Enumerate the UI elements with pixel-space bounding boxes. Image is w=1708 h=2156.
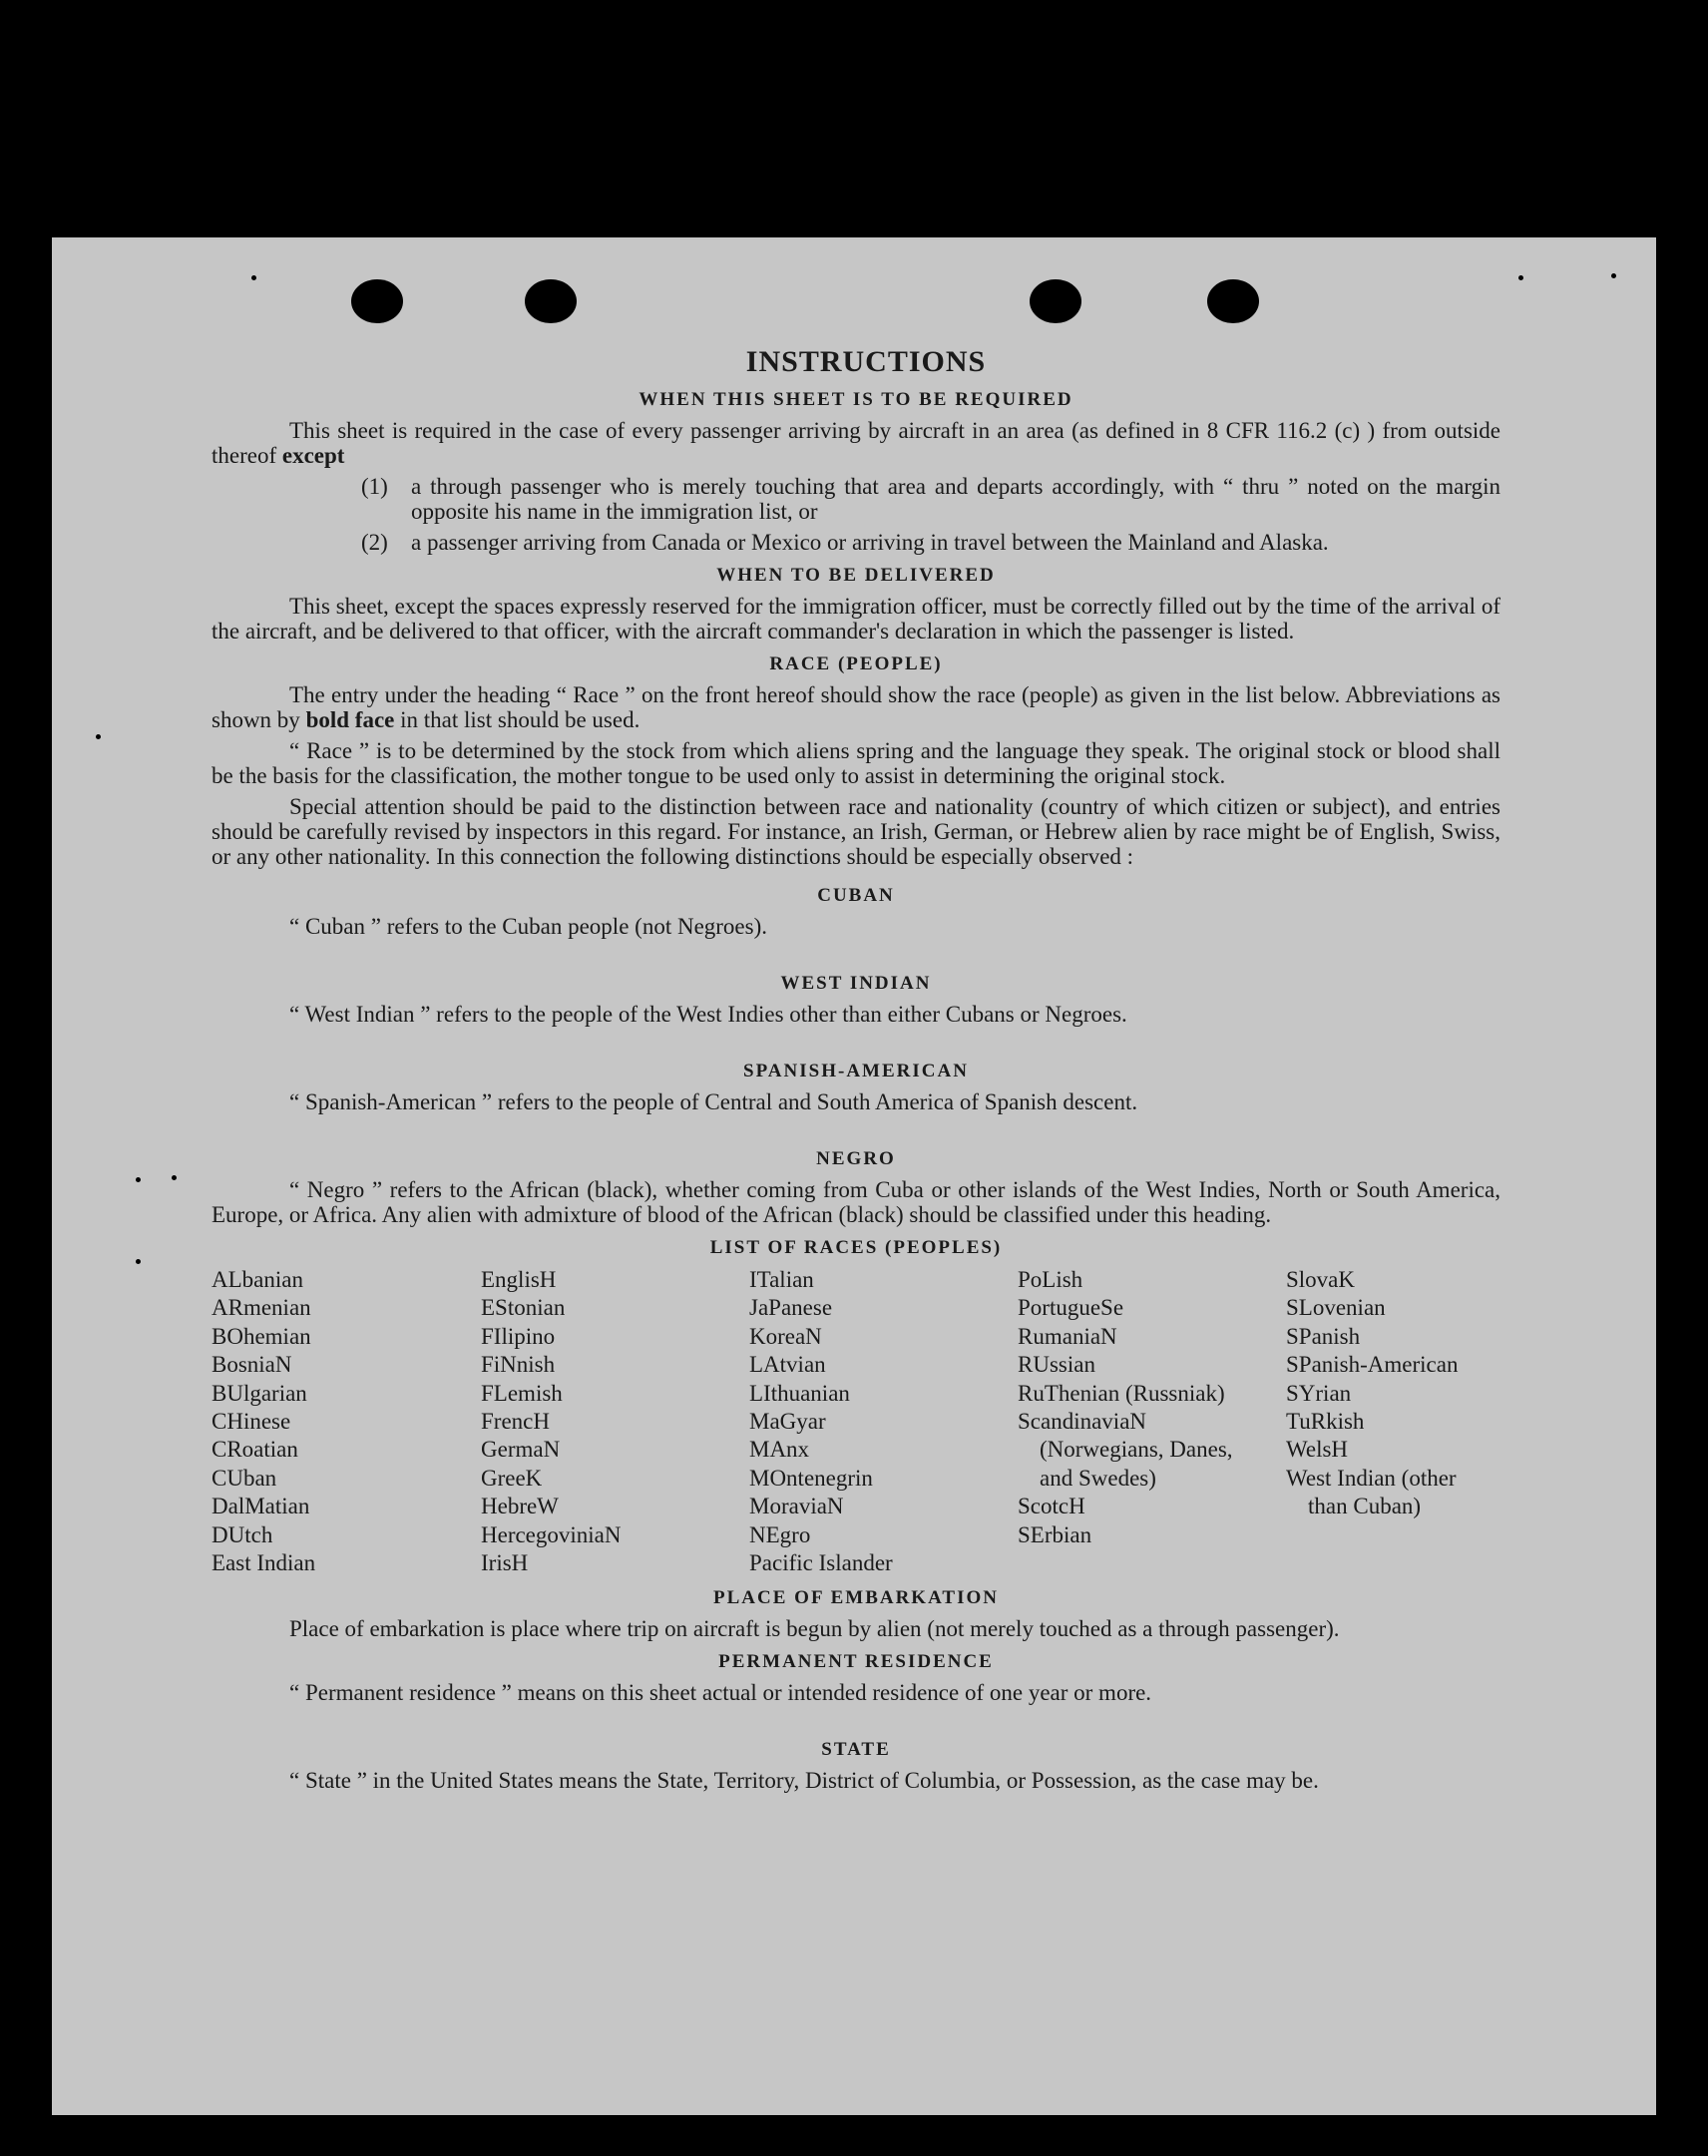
race-entry: RUssian [1018, 1352, 1095, 1378]
race-entry: RumaniaN [1018, 1323, 1117, 1349]
race-entry: HebreW [481, 1494, 559, 1519]
race-entry: GermaN [481, 1437, 561, 1463]
race-entry: East Indian [212, 1550, 316, 1576]
paragraph-spanish-american: “ Spanish-American ” refers to the people of Central and South America of Spanish descent. [289, 1089, 1138, 1114]
dust-speck [1611, 273, 1616, 278]
dust-speck [96, 734, 101, 739]
punch-hole [351, 279, 403, 323]
dust-speck [136, 1177, 141, 1182]
race-entry: EStonian [481, 1295, 566, 1321]
race-entry: CHinese [212, 1409, 291, 1435]
race-entry: FrencH [481, 1409, 550, 1435]
race-list-column [481, 1266, 749, 1577]
paragraph-when-delivered: This sheet, except the spaces expressly reserved for the immigration officer, must be correctly filled out by the time of the arrival of the aircraft, and be delivered to that officer, with the aircraft commander's declaration in which the passenger is listed. [212, 594, 1500, 644]
race-entry: ScandinaviaN (Norwegians, Danes, and Swedes) [1018, 1409, 1233, 1491]
document-page [52, 237, 1656, 2115]
race-list-column [1286, 1266, 1500, 1577]
race-entry: ARmenian [212, 1295, 311, 1321]
paragraph-cuban: “ Cuban ” refers to the Cuban people (not Negroes). [289, 914, 768, 939]
paragraph-when-required [212, 418, 1500, 468]
paragraph-text: The entry under the heading “ Race ” on the front hereof should show the race (people) as given in the list below. Abbreviations as shown by [212, 682, 1500, 732]
paragraph-west-indian: “ West Indian ” refers to the people of the West Indies other than either Cubans or Negroes. [289, 1002, 1127, 1027]
race-entry: BosniaN [212, 1352, 292, 1378]
race-list-column [749, 1266, 1018, 1577]
race-entry: IrisH [481, 1550, 529, 1576]
punch-hole [525, 279, 577, 323]
race-entry: LIthuanian [749, 1380, 850, 1406]
exception-number: (2) [361, 530, 388, 555]
section-heading-when-required: WHEN THIS SHEET IS TO BE REQUIRED [639, 389, 1073, 410]
race-entry: CUban [212, 1465, 277, 1491]
page-title: INSTRUCTIONS [745, 345, 987, 378]
paragraph-race-2: “ Race ” is to be determined by the stock from which aliens spring and the language they speak. The original stock or blood shall be the basis for the classification, the mother tongue to be used only to assist in determining the original stock. [212, 738, 1500, 788]
race-entry: MaGyar [749, 1409, 826, 1435]
paragraph-state: “ State ” in the United States means the State, Territory, District of Columbia, or Possession, as the case may be. [289, 1768, 1319, 1794]
race-entry: JaPanese [749, 1295, 833, 1321]
section-heading-place-of-embarkation: PLACE OF EMBARKATION [713, 1587, 999, 1609]
race-entry: ITalian [749, 1267, 814, 1292]
race-entry: WelsH [1286, 1437, 1349, 1463]
race-entry: KoreaN [749, 1323, 822, 1349]
race-entry: SlovaK [1286, 1267, 1355, 1292]
race-entry: SYrian [1286, 1380, 1352, 1406]
race-entry: HercegoviniaN [481, 1521, 622, 1547]
race-entry: FIlipino [481, 1323, 556, 1349]
section-heading-cuban: CUBAN [817, 885, 895, 906]
section-heading-race: RACE (PEOPLE) [769, 653, 943, 674]
race-entry: EnglisH [481, 1267, 557, 1292]
race-entry: LAtvian [749, 1352, 826, 1378]
paragraph-race-3: Special attention should be paid to the distinction between race and nationality (country of which citizen or subject), and entries should be carefully revised by inspectors in this regard. For instance, an Irish, German, or Hebrew alien by race might be of English, Swiss, or any other nationality. In this connection the following distinctions should be especially observed : [212, 794, 1500, 869]
paragraph-negro: “ Negro ” refers to the African (black), whether coming from Cuba or other islands of the West Indies, North or South America, Europe, or Africa. Any alien with admixture of blood of the African (black) should be classified under this heading. [212, 1177, 1500, 1227]
exception-text: a through passenger who is merely touching that area and departs accordingly, with “ thru ” noted on the margin opposite his name in the immigration list, or [411, 474, 1500, 524]
race-entry: ALbanian [212, 1267, 303, 1292]
race-entry: SLovenian [1286, 1295, 1386, 1321]
paragraph-text: This sheet is required in the case of every passenger arriving by aircraft in an area (as defined in 8 CFR 116.2 (c) ) from outside thereof [212, 418, 1500, 468]
race-entry: MoraviaN [749, 1494, 844, 1519]
race-entry: NEgro [749, 1521, 811, 1547]
race-entry: CRoatian [212, 1437, 298, 1463]
punch-hole [1030, 279, 1081, 323]
instructions-body [212, 345, 1500, 1799]
paragraph-race-1 [212, 682, 1500, 732]
punch-hole [1207, 279, 1259, 323]
section-heading-west-indian: WEST INDIAN [780, 973, 932, 994]
race-entry: PortugueSe [1018, 1295, 1124, 1321]
bold-text: bold face [305, 707, 395, 732]
race-entry: DalMatian [212, 1494, 310, 1519]
bold-text: except [281, 443, 345, 468]
exception-item [212, 530, 1500, 555]
race-entry: MAnx [749, 1437, 810, 1463]
section-heading-permanent-residence: PERMANENT RESIDENCE [718, 1651, 994, 1673]
race-entry: FiNnish [481, 1352, 556, 1378]
paragraph-permanent-residence: “ Permanent residence ” means on this sheet actual or intended residence of one year or more. [289, 1680, 1152, 1706]
race-entry: MOntenegrin [749, 1465, 873, 1491]
race-entry: Pacific Islander [749, 1550, 893, 1576]
section-heading-spanish-american: SPANISH-AMERICAN [743, 1061, 969, 1081]
race-entry: West Indian (other than Cuban) [1286, 1465, 1457, 1519]
race-entry: GreeK [481, 1465, 543, 1491]
paragraph-place-of-embarkation: Place of embarkation is place where trip on aircraft is begun by alien (not merely touched as a through passenger). [289, 1616, 1340, 1642]
section-heading-state: STATE [821, 1739, 891, 1761]
section-heading-when-delivered: WHEN TO BE DELIVERED [716, 565, 996, 586]
exception-item [212, 474, 1500, 524]
race-entry: SPanish-American [1286, 1352, 1459, 1378]
dust-speck [172, 1175, 177, 1180]
dust-speck [1518, 275, 1523, 280]
race-entry: ScotcH [1018, 1494, 1085, 1519]
race-entry: TuRkish [1286, 1409, 1365, 1435]
section-heading-negro: NEGRO [816, 1148, 896, 1169]
race-list [212, 1266, 1500, 1577]
race-entry: BUlgarian [212, 1380, 307, 1406]
exception-text: a passenger arriving from Canada or Mexico or arriving in travel between the Mainland and Alaska. [411, 530, 1329, 555]
race-entry: DUtch [212, 1521, 273, 1547]
race-entry: RuThenian (Russniak) [1018, 1380, 1225, 1406]
paragraph-text: in that list should be used. [394, 707, 640, 732]
race-list-column [212, 1266, 481, 1577]
dust-speck [136, 1259, 141, 1264]
race-entry: PoLish [1018, 1267, 1083, 1292]
exception-number: (1) [361, 474, 388, 499]
section-heading-list-of-races: LIST OF RACES (PEOPLES) [709, 1237, 1003, 1258]
race-entry: SPanish [1286, 1323, 1361, 1349]
race-list-column [1018, 1266, 1249, 1577]
race-entry: SErbian [1018, 1521, 1092, 1547]
dust-speck [251, 275, 256, 280]
race-entry: BOhemian [212, 1323, 311, 1349]
race-entry: FLemish [481, 1380, 563, 1406]
